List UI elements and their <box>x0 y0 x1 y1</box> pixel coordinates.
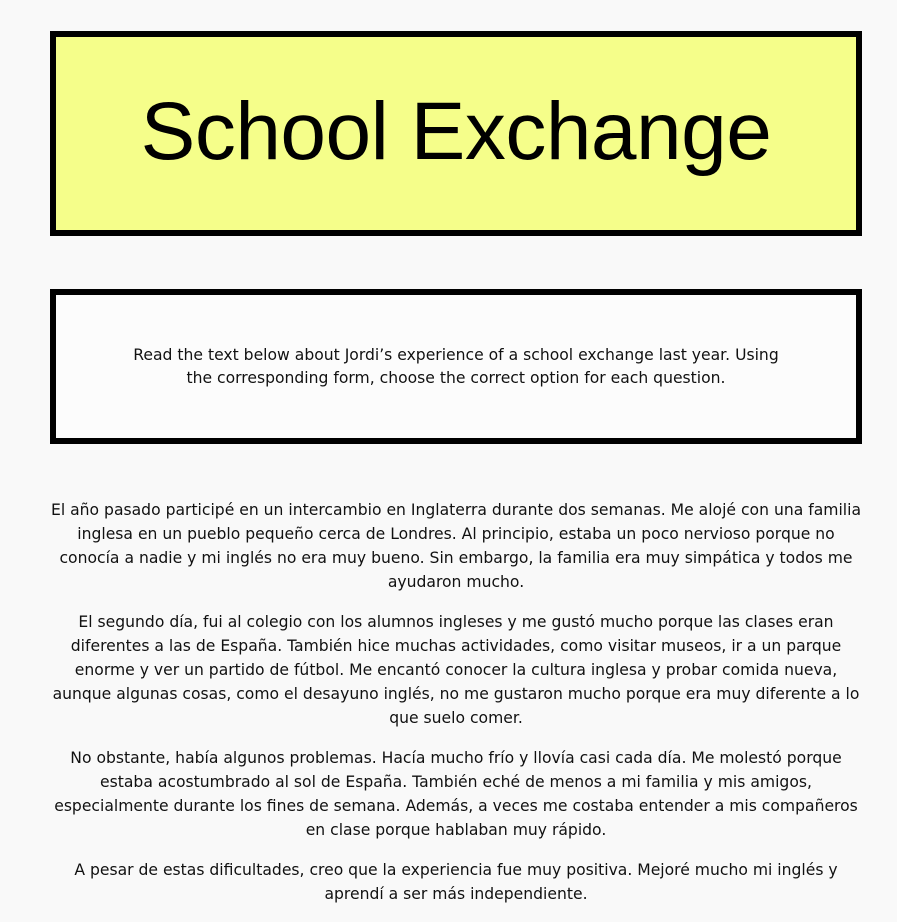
instructions-text: Read the text below about Jordi’s experience of a school exchange last year. Using the corresponding form, choose the correct option for each question. <box>133 345 779 387</box>
reading-paragraph: No obstante, había algunos problemas. Hacía mucho frío y llovía casi cada día. Me molestó porque estaba acostumbrado al sol de España. También eché de menos a mi familia y mis amigos, especialmente durante los fines de semana. Además, a veces me costaba entender a mis compañeros en clase porque hablaban muy rápido. <box>54 749 858 839</box>
instructions-box <box>50 289 862 444</box>
page-title: School Exchange <box>140 85 772 177</box>
reading-text <box>50 498 862 922</box>
reading-paragraph: El segundo día, fui al colegio con los alumnos ingleses y me gustó mucho porque las clases eran diferentes a las de España. También hice muchas actividades, como visitar museos, ir a un parque enorme y ver un partido de fútbol. Me encantó conocer la cultura inglesa y probar comida nueva, aunque algunas cosas, como el desayuno inglés, no me gustaron mucho porque era muy diferente a lo que suelo comer. <box>52 613 860 727</box>
title-banner <box>50 31 862 236</box>
reading-paragraph: A pesar de estas dificultades, creo que la experiencia fue muy positiva. Mejoré mucho mi inglés y aprendí a ser más independiente. <box>74 861 838 903</box>
reading-paragraph: El año pasado participé en un intercambio en Inglaterra durante dos semanas. Me alojé con una familia inglesa en un pueblo pequeño cerca de Londres. Al principio, estaba un poco nervioso porque no conocía a nadie y mi inglés no era muy bueno. Sin embargo, la familia era muy simpática y todos me ayudaron mucho. <box>50 501 862 591</box>
